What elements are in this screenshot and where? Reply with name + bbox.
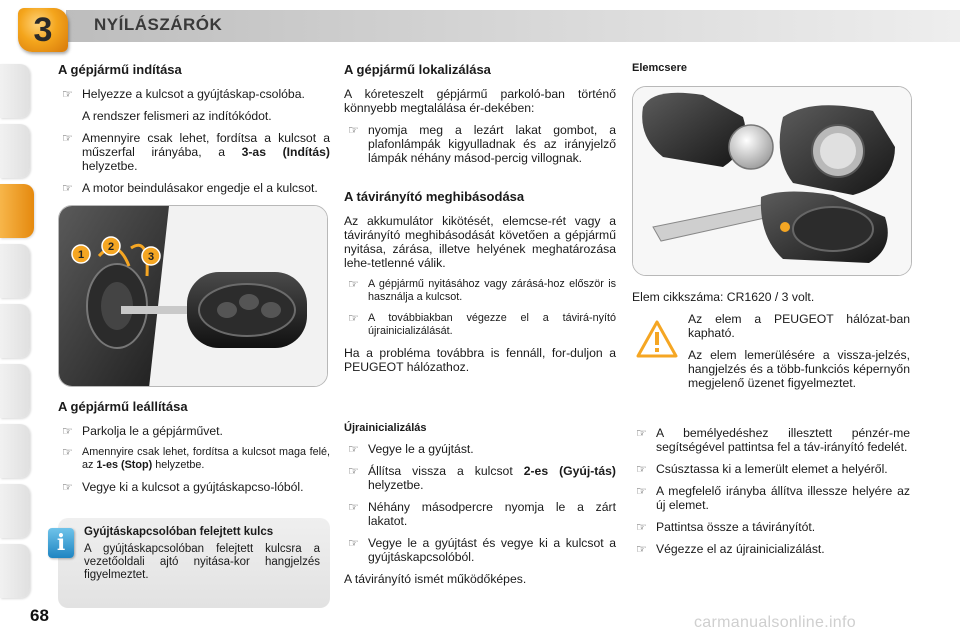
locate-intro: A kóreteszelt gépjármű parkoló-ban történő könnyebb megtalálása ér-dekében: — [344, 87, 616, 115]
info-text: A gyújtáskapcsolóban felejtett kulcsra a vezetőoldali ajtó nyitása-kor hangjelzés figyelmeztet. — [84, 543, 320, 581]
chapter-tabs — [0, 64, 34, 584]
list-item: ☞ A továbbiakban végezze el a távirá-nyító újrainicializálását. — [348, 311, 616, 337]
position-label-2: 2 — [107, 241, 115, 253]
bullet-icon: ☞ — [348, 311, 359, 325]
chapter-title: NYÍLÁSZÁRÓK — [94, 15, 223, 34]
bullet-icon: ☞ — [348, 442, 359, 456]
bullet-icon: ☞ — [348, 123, 359, 137]
bullet-icon: ☞ — [636, 542, 647, 556]
position-label-3: 3 — [147, 251, 155, 263]
section-title-fault: A távirányító meghibásodása — [344, 189, 525, 204]
chapter-tab-8[interactable] — [0, 484, 30, 538]
list-item: ☞ A gépjármű nyitásához vagy zárásá-hoz először is használja a kulcsot. — [348, 277, 616, 303]
section-title-reinit: Újrainicializálás — [344, 422, 427, 434]
chapter-tab-7[interactable] — [0, 424, 30, 478]
info-box — [58, 518, 330, 608]
list-item: ☞ Vegye le a gyújtást és vegye ki a kulcsot a gyújtáskapcsolóból. — [348, 536, 616, 564]
start-note: A rendszer felismeri az indítókódot. — [82, 109, 272, 123]
column-right — [632, 62, 910, 564]
bullet-icon: ☞ — [62, 445, 73, 459]
chapter-tab-1[interactable] — [0, 64, 30, 118]
list-item: ☞ A motor beindulásakor engedje el a kulcsot. — [62, 181, 318, 195]
info-title: Gyújtáskapcsolóban felejtett kulcs — [84, 526, 274, 538]
bullet-icon: ☞ — [62, 87, 73, 101]
section-title-battery: Elemcsere — [632, 62, 688, 74]
list-item: ☞ Végezze el az újrainicializálást. — [636, 542, 825, 556]
warning-text-1: Az elem a PEUGEOT hálózat-ban kapható. — [688, 312, 910, 340]
bullet-icon: ☞ — [636, 462, 647, 476]
chapter-tab-9[interactable] — [0, 544, 30, 598]
battery-steps — [632, 426, 910, 556]
chapter-badge: 3 — [18, 8, 68, 52]
list-item: ☞ Parkolja le a gépjárművet. — [62, 424, 223, 438]
list-item: ☞ Vegye ki a kulcsot a gyújtáskapcso-lóból. — [62, 480, 304, 494]
chapter-tab-2[interactable] — [0, 124, 30, 178]
ignition-photo — [58, 205, 328, 387]
reinit-tail: A távirányító ismét működőképes. — [344, 572, 527, 586]
list-item: ☞ A bemélyedéshez illesztett pénzér-me segítségével pattintsa fel a táv-irányító fedelét. — [636, 426, 910, 454]
list-item: ☞ nyomja meg a lezárt lakat gombot, a plafonlámpák kigyulladnak és az irányjelző lámpák néhány másod-percig villognak. — [348, 123, 616, 165]
ignition-key-image — [59, 206, 328, 387]
warning-triangle-icon — [636, 320, 678, 358]
list-item: ☞ Amennyire csak lehet, fordítsa a kulcsot a műszerfal irányába, a 3-as (Indítás) helyzetbe. — [62, 131, 330, 173]
section-title-stop: A gépjármű leállítása — [58, 399, 188, 414]
bullet-icon: ☞ — [636, 426, 647, 440]
page-header — [0, 0, 960, 52]
bullet-icon: ☞ — [62, 480, 73, 494]
list-item: ☞ Amennyire csak lehet, fordítsa a kulcsot maga felé, az 1-es (Stop) helyzetbe. — [62, 445, 330, 471]
bullet-icon: ☞ — [62, 131, 73, 145]
list-item: ☞ Csúsztassa ki a lemerült elemet a helyéről. — [636, 462, 888, 476]
watermark: carmanualsonline.info — [694, 614, 856, 631]
list-item: ☞ A megfelelő irányba állítva illessze helyére az új elemet. — [636, 484, 910, 512]
position-label-1: 1 — [77, 249, 85, 261]
chapter-tab-6[interactable] — [0, 364, 30, 418]
battery-spec: Elem cikkszáma: CR1620 / 3 volt. — [632, 290, 815, 304]
bullet-icon: ☞ — [348, 500, 359, 514]
remote-battery-image — [633, 87, 912, 276]
bullet-icon: ☞ — [348, 277, 359, 291]
column-middle — [344, 62, 616, 594]
list-item: ☞ Vegye le a gyújtást. — [348, 442, 474, 456]
column-left — [58, 62, 330, 502]
bullet-icon: ☞ — [348, 464, 359, 478]
bullet-icon: ☞ — [62, 424, 73, 438]
info-icon: i — [48, 528, 74, 558]
section-title-locate: A gépjármű lokalizálása — [344, 62, 491, 77]
bullet-icon: ☞ — [636, 520, 647, 534]
warning-block — [632, 312, 910, 390]
bullet-icon: ☞ — [636, 484, 647, 498]
bullet-icon: ☞ — [348, 536, 359, 550]
chapter-tab-4[interactable] — [0, 244, 30, 298]
list-item: ☞ Néhány másodpercre nyomja le a zárt lakatot. — [348, 500, 616, 528]
warning-text-2: Az elem lemerülésére a vissza-jelzés, hangjelzés és a több-funkciós képernyőn megjelenő üzenet figyelmeztet. — [688, 348, 910, 390]
list-item: ☞ Állítsa vissza a kulcsot 2-es (Gyúj-tás) helyzetbe. — [348, 464, 616, 492]
battery-photo — [632, 86, 912, 276]
page-number: 68 — [30, 606, 49, 625]
chapter-tab-5[interactable] — [0, 304, 30, 358]
section-title-start: A gépjármű indítása — [58, 62, 182, 77]
list-item: ☞ Helyezze a kulcsot a gyújtáskap-csolóba. — [62, 87, 305, 101]
fault-intro: Az akkumulátor kikötését, elemcse-rét vagy a távirányító meghibásodását követően a gépjármű nyitása, zárása, illetve helyének meghatározása lehe-tetlenné válik. — [344, 214, 616, 270]
fault-tail: Ha a probléma továbbra is fennáll, for-duljon a PEUGEOT hálózathoz. — [344, 346, 616, 374]
list-item: ☞ Pattintsa össze a távirányítót. — [636, 520, 816, 534]
bullet-icon: ☞ — [62, 181, 73, 195]
chapter-tab-3-active[interactable] — [0, 184, 34, 238]
